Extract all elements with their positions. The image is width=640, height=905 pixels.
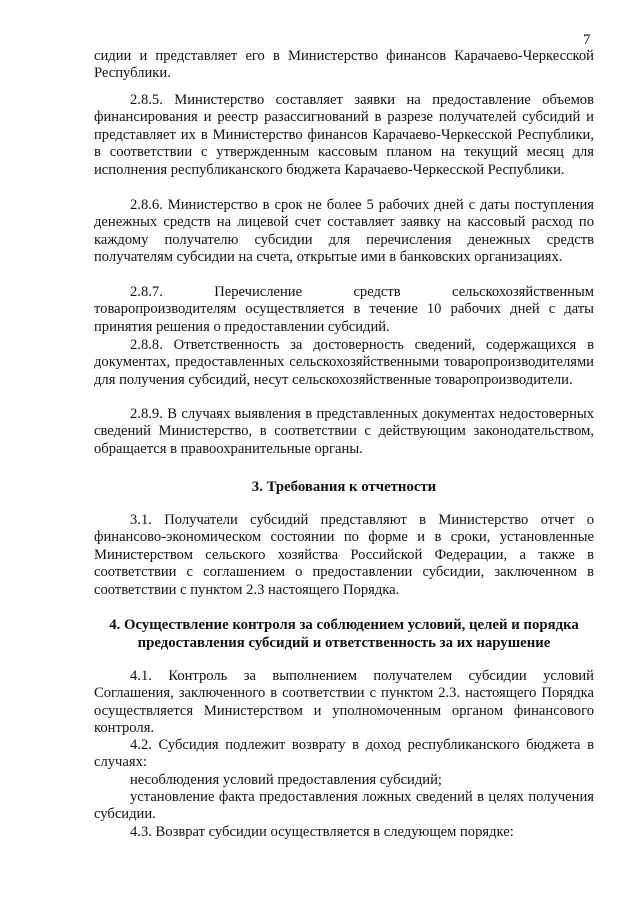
page-number: 7 xyxy=(583,32,591,48)
paragraph-2-8-9: 2.8.9. В случаях выявления в представленных документах недостоверных сведений Министерство, в соответствии с действующим законодательством, обращается в правоохранительные органы. xyxy=(94,406,594,457)
paragraph-4-3: 4.3. Возврат субсидии осуществляется в следующем порядке: xyxy=(130,824,514,840)
paragraph-2-8-7: 2.8.7. Перечисление средств сельскохозяйственным товаропроизводителям осуществляется в течение 10 рабочих дней с даты принятия решения о предоставлении субсидий. xyxy=(94,284,594,335)
section-4-heading: 4. Осуществление контроля за соблюдением условий, целей и порядка предоставления субсидий и ответственность за их нарушение xyxy=(109,617,579,651)
paragraph-2-8-8: 2.8.8. Ответственность за достоверность сведений, содержащихся в документах, предоставленных сельскохозяйственными товаропроизводителями для получения субсидий, несут сельскохозяйственные товаропроизводители. xyxy=(94,337,594,388)
paragraph-4-2: 4.2. Субсидия подлежит возврату в доход республиканского бюджета в случаях: xyxy=(94,737,594,771)
paragraph-4-2-case-1: несоблюдения условий предоставления субсидий; xyxy=(130,772,442,788)
paragraph-continuation: сидии и представляет его в Министерство финансов Карачаево-Черкесской Республики. xyxy=(94,48,594,82)
section-3-heading: 3. Требования к отчетности xyxy=(251,479,437,495)
paragraph-3-1: 3.1. Получатели субсидий представляют в Министерство отчет о финансово-экономическом состоянии по форме и в сроки, установленные Министерством сельского хозяйства Российской Федерации, а также в соответствии с соглашением о предоставлении субсидии, заключенном в соответствии с пунктом 2.3 настоящего Порядка. xyxy=(94,512,594,598)
paragraph-2-8-5: 2.8.5. Министерство составляет заявки на предоставление объемов финансирования и реестр разассигнований в разрезе получателей субсидий и представляет их в Министерство финансов Карачаево-Черкесской Республики, в соответствии с утвержденным кассовым планом на текущий месяц для исполнения республиканского бюджета Карачаево-Черкесской Республики. xyxy=(94,92,594,178)
paragraph-4-2-case-2: установление факта предоставления ложных сведений в целях получения субсидии. xyxy=(94,789,594,823)
paragraph-2-8-6: 2.8.6. Министерство в срок не более 5 рабочих дней с даты поступления денежных средств на лицевой счет составляет заявку на кассовый расход по каждому получателю субсидии для перечисления денежных средств получателям субсидии на счета, открытые ими в банковских организациях. xyxy=(94,197,594,266)
paragraph-4-1: 4.1. Контроль за выполнением получателем субсидии условий Соглашения, заключенного в соответствии с пунктом 2.3. настоящего Порядка осуществляется Министерством и уполномоченным органом финансового контроля. xyxy=(94,668,594,737)
